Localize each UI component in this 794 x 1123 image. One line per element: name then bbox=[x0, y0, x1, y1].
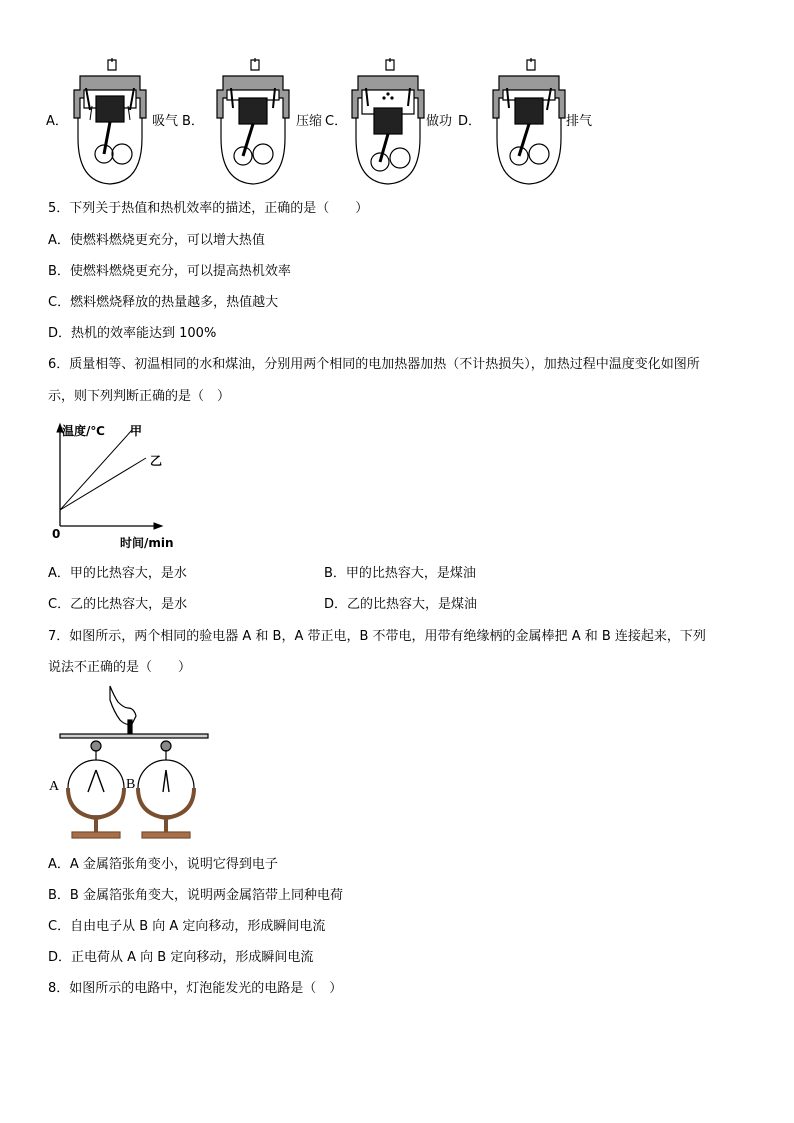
q4-label-power: 做功 bbox=[426, 114, 453, 129]
q5-option-c[interactable]: C．燃料燃烧释放的热量越多，热值越大 bbox=[48, 295, 279, 310]
q5-option-d[interactable]: D．热机的效率能达到 100% bbox=[48, 326, 217, 341]
graph-x-arrow bbox=[154, 523, 162, 529]
q7-option-d[interactable]: D．正电荷从 A 向 B 定向移动，形成瞬间电流 bbox=[48, 950, 314, 965]
q5-option-b[interactable]: B．使燃料燃烧更充分，可以提高热机效率 bbox=[48, 264, 291, 279]
engine-exhaust-figure bbox=[489, 58, 569, 186]
q5-option-a[interactable]: A．使燃料燃烧更充分，可以增大热值 bbox=[48, 233, 265, 248]
graph-label-jia: 甲 bbox=[130, 424, 143, 438]
q7-option-b[interactable]: B．B 金属箔张角变大，说明两金属箔带上同种电荷 bbox=[48, 888, 343, 903]
electroscope-figure bbox=[48, 684, 218, 844]
graph-x-label: 时间/min bbox=[120, 536, 174, 550]
graph-label-yi: 乙 bbox=[150, 454, 163, 468]
graph-y-label: 温度/℃ bbox=[62, 424, 105, 438]
q4-option-b[interactable]: B． bbox=[182, 114, 204, 129]
q5-stem: 5．下列关于热值和热机效率的描述，正确的是（ ） bbox=[48, 201, 369, 216]
engine-intake-figure bbox=[70, 58, 150, 186]
graph-line-yi bbox=[60, 458, 146, 510]
engine-compression-figure bbox=[213, 58, 293, 186]
q4-label-exhaust: 排气 bbox=[566, 114, 593, 129]
hand-icon bbox=[110, 686, 136, 725]
q6-option-a[interactable]: A．甲的比热容大，是水 bbox=[48, 566, 187, 581]
q7-stem-line2: 说法不正确的是（ ） bbox=[48, 660, 192, 675]
q4-option-d[interactable]: D． bbox=[458, 114, 482, 129]
graph-origin: 0 bbox=[52, 527, 61, 541]
engine-power-figure bbox=[348, 58, 428, 186]
metal-rod bbox=[60, 734, 208, 738]
q4-option-a[interactable]: A． bbox=[46, 114, 68, 129]
electroscope-label-b: B bbox=[126, 777, 136, 792]
q6-stem-line1: 6．质量相等、初温相同的水和煤油，分别用两个相同的电加热器加热（不计热损失），加热过程中温度变化如图所 bbox=[48, 357, 700, 372]
q6-stem-line2: 示，则下列判断正确的是（ ） bbox=[48, 389, 231, 404]
electroscope-label-a: A bbox=[49, 779, 60, 794]
q6-option-c[interactable]: C．乙的比热容大，是水 bbox=[48, 597, 188, 612]
q7-stem-line1: 7．如图所示，两个相同的验电器 A 和 B，A 带正电，B 不带电，用带有绝缘柄的金属棒把 A 和 B 连接起来，下列 bbox=[48, 629, 706, 644]
graph-line-jia bbox=[60, 430, 132, 510]
q6-option-b[interactable]: B．甲的比热容大，是煤油 bbox=[324, 566, 476, 581]
q7-option-c[interactable]: C．自由电子从 B 向 A 定向移动，形成瞬间电流 bbox=[48, 919, 326, 934]
q6-option-d[interactable]: D．乙的比热容大，是煤油 bbox=[324, 597, 478, 612]
q4-label-compression: 压缩 bbox=[296, 114, 323, 129]
q8-stem: 8．如图所示的电路中，灯泡能发光的电路是（ ） bbox=[48, 981, 343, 996]
q7-option-a[interactable]: A．A 金属箔张角变小，说明它得到电子 bbox=[48, 857, 278, 872]
q4-label-intake: 吸气 bbox=[152, 114, 179, 129]
q4-option-c[interactable]: C． bbox=[325, 114, 348, 129]
